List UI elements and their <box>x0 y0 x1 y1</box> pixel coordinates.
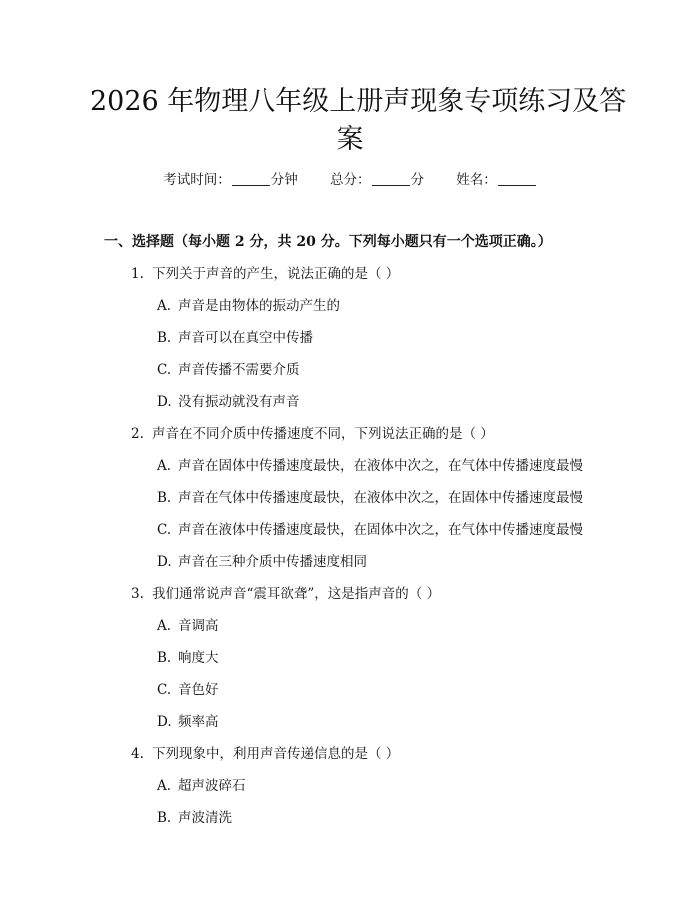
question-text: 我们通常说声音“震耳欲聋”，这是指声音的（ ） <box>152 586 441 602</box>
exam-info-row <box>0 168 700 188</box>
option-letter: D. <box>157 714 172 730</box>
question-1-option-b <box>157 326 313 346</box>
option-text: 音色好 <box>178 682 219 698</box>
question-number: 1. <box>131 266 144 282</box>
question-text: 声音在不同介质中传播速度不同，下列说法正确的是（ ） <box>152 426 494 442</box>
question-1 <box>131 262 399 282</box>
question-3-option-b <box>157 646 219 666</box>
question-text: 下列现象中，利用声音传递信息的是（ ） <box>152 746 400 762</box>
option-text: 声音传播不需要介质 <box>178 362 300 378</box>
question-2-option-b <box>157 486 583 506</box>
option-letter: B. <box>157 650 172 666</box>
option-text: 声音在固体中传播速度最快，在液体中次之，在气体中传播速度最慢 <box>178 458 583 474</box>
section-title: 一、选择题（每小题 2 分，共 20 分。下列每小题只有一个选项正确。） <box>104 234 552 250</box>
option-text: 声波清洗 <box>178 810 232 826</box>
question-text: 下列关于声音的产生，说法正确的是（ ） <box>152 266 400 282</box>
option-text: 音调高 <box>178 618 219 634</box>
question-4 <box>131 742 399 762</box>
option-letter: D. <box>157 394 172 410</box>
exam-time-field <box>163 168 298 188</box>
option-letter: A. <box>157 458 172 474</box>
question-3-option-a <box>157 614 219 634</box>
option-text: 声音在气体中传播速度最快，在液体中次之，在固体中传播速度最慢 <box>178 490 583 506</box>
question-2-option-a <box>157 454 583 474</box>
question-4-option-a <box>157 774 246 794</box>
question-number: 3. <box>131 586 144 602</box>
option-letter: B. <box>157 810 172 826</box>
option-letter: A. <box>157 778 172 794</box>
question-1-option-a <box>157 294 340 314</box>
option-text: 响度大 <box>178 650 219 666</box>
option-letter: B. <box>157 490 172 506</box>
question-number: 2. <box>131 426 144 442</box>
total-score-blank <box>372 185 410 186</box>
document-title-line-1: 2026 年物理八年级上册声现象专项练习及答 <box>90 86 627 117</box>
question-1-option-c <box>157 358 300 378</box>
question-3-option-d <box>157 710 219 730</box>
name-field <box>456 168 537 188</box>
option-letter: C. <box>157 682 172 698</box>
question-3 <box>131 582 440 602</box>
option-letter: A. <box>157 298 172 314</box>
exam-time-label: 考试时间： <box>163 172 231 188</box>
document-title-line-2: 案 <box>336 124 364 155</box>
option-letter: C. <box>157 362 172 378</box>
option-letter: C. <box>157 522 172 538</box>
option-text: 频率高 <box>178 714 219 730</box>
question-1-option-d <box>157 390 300 410</box>
option-text: 声音是由物体的振动产生的 <box>178 298 340 314</box>
name-blank <box>498 185 536 186</box>
option-text: 没有振动就没有声音 <box>178 394 300 410</box>
exam-time-unit: 分钟 <box>270 172 298 188</box>
question-4-option-b <box>157 806 232 826</box>
question-3-option-c <box>157 678 219 698</box>
option-letter: B. <box>157 330 172 346</box>
total-score-unit: 分 <box>410 172 424 188</box>
exam-time-blank <box>232 185 270 186</box>
option-text: 声音可以在真空中传播 <box>178 330 313 346</box>
option-text: 声音在三种介质中传播速度相同 <box>178 554 367 570</box>
total-score-field <box>330 168 424 188</box>
total-score-label: 总分： <box>330 172 371 188</box>
option-letter: D. <box>157 554 172 570</box>
option-letter: A. <box>157 618 172 634</box>
question-2 <box>131 422 494 442</box>
name-label: 姓名： <box>456 172 497 188</box>
question-2-option-c <box>157 518 583 538</box>
option-text: 声音在液体中传播速度最快，在固体中次之，在气体中传播速度最慢 <box>178 522 583 538</box>
question-number: 4. <box>131 746 144 762</box>
option-text: 超声波碎石 <box>178 778 246 794</box>
question-2-option-d <box>157 550 367 570</box>
